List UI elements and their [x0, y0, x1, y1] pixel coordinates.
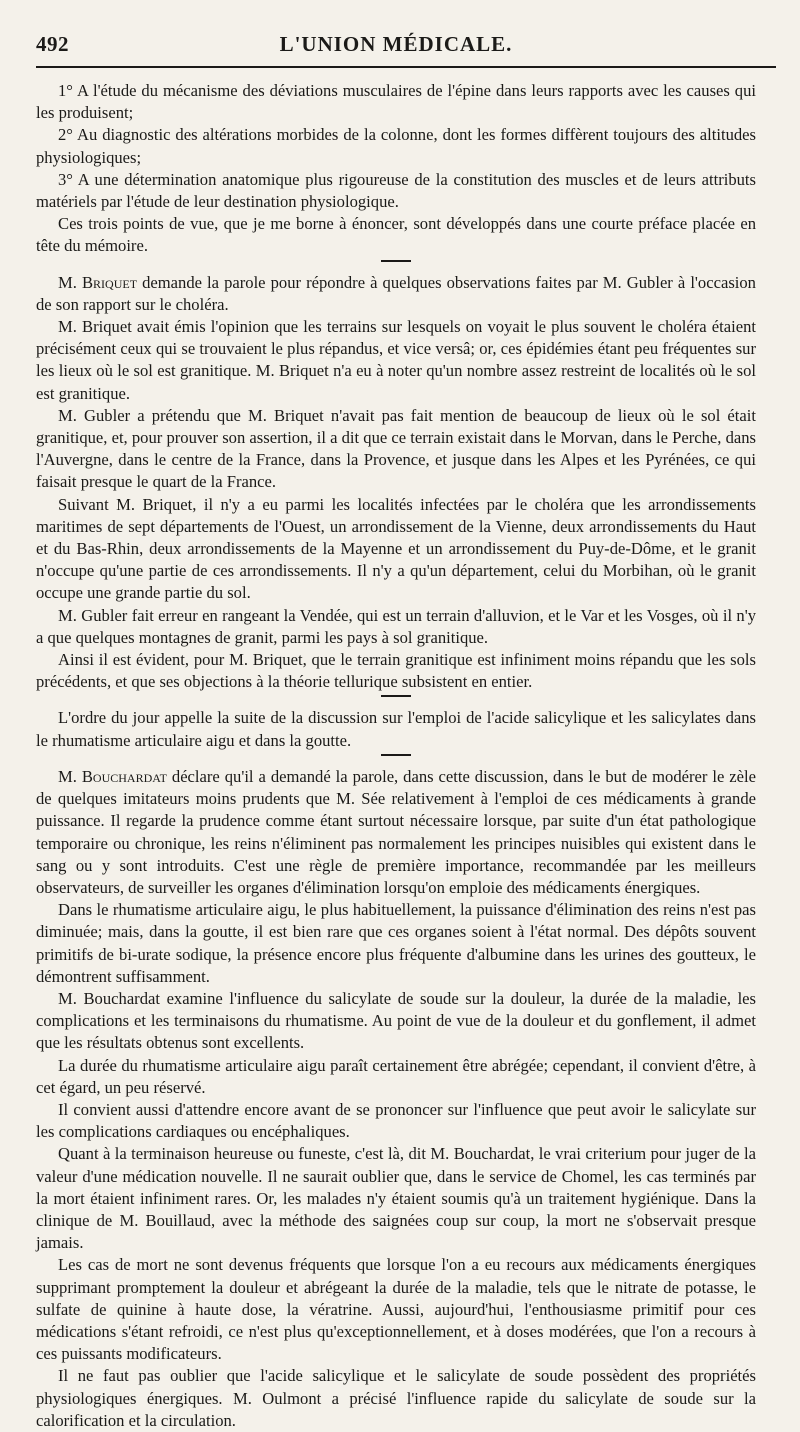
paragraph: Ainsi il est évident, pour M. Briquet, que le terrain granitique est infiniment moins répandu que les sols précédents, et que ses objections à la théorie tellurique subsistent en entier. — [36, 650, 756, 692]
paragraph: M. Briquet avait émis l'opinion que les terrains sur lesquels on voyait le plus souvent le choléra étaient précisément ceux qui se trouvaient le plus répandus, et vice versâ; or, ces épidémies étant peu fréquentes sur les lieux où le sol est granitique. M. Briquet n'a eu à noter qu'un nombre assez restreint de localités où le sol est granitique. — [36, 317, 756, 403]
paragraph-text: demande la parole pour répondre à quelques observations faites par M. Gubler à l'occasion de son rapport sur le choléra. — [36, 272, 756, 314]
paragraph: 1° A l'étude du mécanisme des déviations musculaires de l'épine dans leurs rapports avec les causes qui les produisent; — [36, 81, 756, 123]
paragraph: La durée du rhumatisme articulaire aigu paraît certainement être abrégée; cependant, il convient d'être, à cet égard, un peu réservé. — [36, 1055, 756, 1097]
paragraph: 2° Au diagnostic des altérations morbides de la colonne, dont les formes diffèrent toujours des altitudes physiologiques; — [36, 125, 756, 167]
paragraph: M. Bouchardat examine l'influence du salicylate de soude sur la douleur, la durée de la maladie, les complications et les terminaisons du rhumatisme. Au point de vue de la douleur et du gonflement, il admet que les résultats obtenus sont excellents. — [36, 988, 756, 1053]
header-rule — [36, 66, 776, 68]
section-separator — [381, 754, 411, 756]
paragraph: L'ordre du jour appelle la suite de la discussion sur l'emploi de l'acide salicylique et les salicylates dans le rhumatisme articulaire aigu et dans la goutte. — [36, 708, 756, 750]
article-body — [36, 80, 756, 1432]
paragraph: M. Gubler a prétendu que M. Briquet n'avait pas fait mention de beaucoup de lieux où le sol était granitique, et, pour prouver son assertion, il a dit que ce terrain existait dans le Morvan, dans le Perche, dans l'Auvergne, dans le centre de la France, dans la Provence, et jusque dans les Alpes et les Pyrénées, ce qui faisait presque le quart de la France. — [36, 405, 756, 492]
paragraph: Il convient aussi d'attendre encore avant de se prononcer sur l'influence que peut avoir le salicylate sur les complications cardiaques ou encéphaliques. — [36, 1099, 756, 1142]
speaker-name: M. Briquet — [58, 272, 138, 292]
page-header — [36, 22, 756, 56]
paragraph: Quant à la terminaison heureuse ou funeste, c'est là, dit M. Bouchardat, le vrai criterium pour juger de la valeur d'une médication nouvelle. Il ne saurait oublier que, dans le service de Chomel, les cas terminés par la mort étaient infiniment rares. Or, les malades n'y étaient soumis qu'à un traitement hygiénique. Dans la clinique de M. Bouillaud, avec la méthode des saignées coup sur coup, la mort ne s'observait presque jamais. — [36, 1144, 756, 1253]
page-number: 492 — [36, 32, 69, 56]
section-separator — [381, 260, 411, 262]
paragraph: Dans le rhumatisme articulaire aigu, le plus habituellement, la puissance d'élimination des reins n'est pas diminuée; mais, dans la goutte, il est bien rare que ces organes soient à l'état normal. Des dépôts souvent primitifs de bi-urate sodique, la présence encore plus fréquente d'albumine dans les urines des goutteux, le démontrent suffisamment. — [36, 900, 756, 986]
section-separator — [381, 695, 411, 697]
speaker-name: M. Bouchardat — [58, 766, 167, 786]
paragraph: Les cas de mort ne sont devenus fréquents que lorsque l'on a eu recours aux médicaments énergiques supprimant promptement la douleur et abrégeant la durée de la maladie, tels que le nitrate de potasse, le sulfate de quinine à haute dose, la vératrine. Aussi, aujourd'hui, l'enthousiasme primitif pour ces médications s'étant refroidi, ce n'est plus qu'exceptionnellement, et à doses modérées, que l'on a recours à ces puissants modificateurs. — [36, 1255, 756, 1364]
paragraph-text: déclare qu'il a demandé la parole, dans cette discussion, dans le but de modérer le zèle de quelques imitateurs moins prudents que M. Sée relativement à l'emploi de ces médicaments à grande puissance. Il regarde la prudence comme étant surtout nécessaire lorsque, par suite d'un état pathologique temporaire ou chronique, les reins n'éliminent pas normalement les principes nuisibles qui existent dans le sang ou y sont introduits. C'est une règle de première importance, recommandée par les meilleurs observateurs, de surveiller les organes d'élimination lorsqu'on emploie des médicaments énergiques. — [36, 766, 756, 897]
paragraph: Il ne faut pas oublier que l'acide salicylique et le salicylate de soude possèdent des propriétés physiologiques énergiques. M. Oulmont a précisé l'influence rapide du salicylate de soude sur la calorification et la circulation. — [36, 1366, 756, 1430]
paragraph: Suivant M. Briquet, il n'y a eu parmi les localités infectées par le choléra que les arrondissements maritimes de sept départements de l'Ouest, un arrondissement de la Vienne, deux arrondissements du Haut et du Bas-Rhin, deux arrondissements de la Mayenne et un arrondissement du Puy-de-Dôme, et le granit n'occupe qu'une partie de ces arrondissements. Il n'y a qu'un département, celui du Morbihan, où le granit occupe une grande partie du sol. — [36, 494, 756, 603]
running-title: L'UNION MÉDICALE. — [279, 32, 513, 56]
paragraph: M. Gubler fait erreur en rangeant la Vendée, qui est un terrain d'alluvion, et le Var et les Vosges, où il n'y a que quelques montagnes de granit, parmi les pays à sol granitique. — [36, 605, 756, 647]
paragraph — [36, 766, 756, 899]
paragraph — [36, 272, 756, 316]
paragraph: Ces trois points de vue, que je me borne à énoncer, sont développés dans une courte préface placée en tête du mémoire. — [36, 214, 756, 256]
paragraph: 3° A une détermination anatomique plus rigoureuse de la constitution des muscles et de leurs attributs matériels par l'étude de leur destination physiologique. — [36, 169, 756, 212]
